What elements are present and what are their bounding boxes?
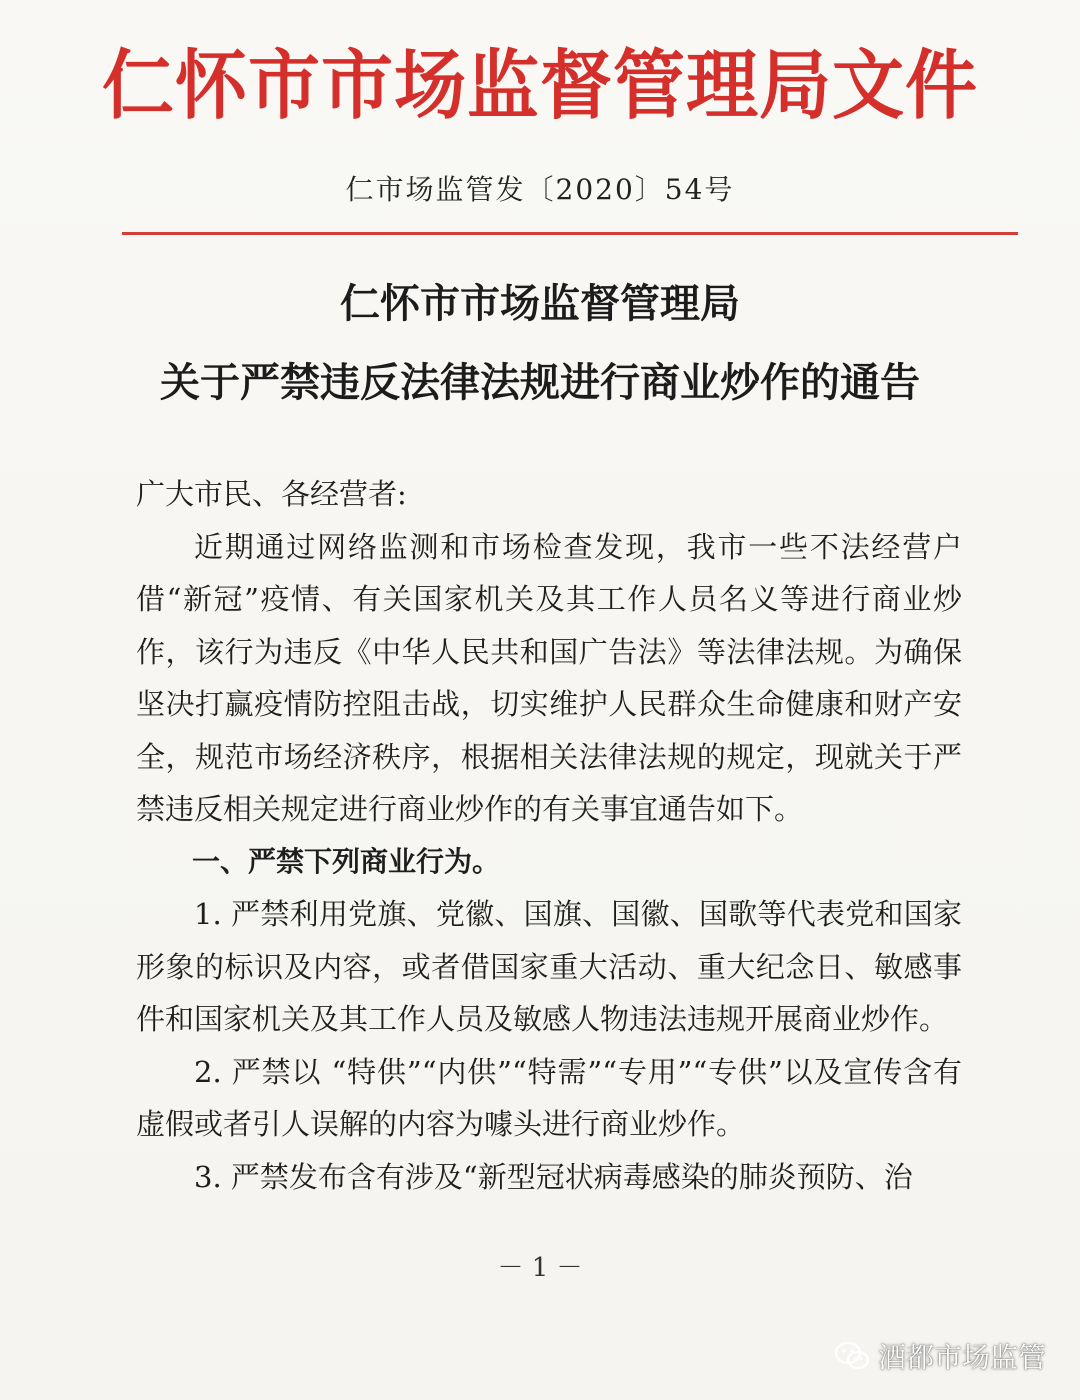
intro-paragraph: 近期通过网络监测和市场检查发现，我市一些不法经营户借“新冠”疫情、有关国家机关及其工作人员名义等进行商业炒作，该行为违反《中华人民共和国广告法》等法律法规。为确保坚决打赢疫情防控阻击战，切实维护人民群众生命健康和财产安全，规范市场经济秩序，根据相关法律法规的规定，现就关于严禁违反相关规定进行商业炒作的有关事宜通告如下。 (136, 529, 962, 826)
item-2: 2. 严禁以 “特供”“内供”“特需”“专用”“专供”以及宣传含有虚假或者引人误解的内容为噱头进行商业炒作。 (136, 1054, 962, 1141)
red-divider-line (122, 232, 1018, 235)
notice-title-line1: 仁怀市市场监督管理局 (340, 281, 740, 327)
wechat-icon (834, 1341, 870, 1371)
section1-heading: 一、严禁下列商业行为。 (192, 844, 501, 878)
page-number: － 1 － (497, 1253, 583, 1283)
notice-title-line2: 关于严禁违反法律法规进行商业炒作的通告 (160, 360, 920, 406)
item-1: 1. 严禁利用党旗、党徽、国旗、国徽、国歌等代表党和国家形象的标识及内容，或者借国家重大活动、重大纪念日、敏感事件和国家机关及其工作人员及敏感人物违法违规开展商业炒作。 (136, 897, 962, 1036)
item-3: 3. 严禁发布含有涉及“新型冠状病毒感染的肺炎预防、治 (194, 1159, 913, 1194)
masthead-title: 仁怀市市场监督管理局文件 (101, 40, 978, 130)
notice-body (136, 468, 962, 1203)
salutation: 广大市民、各经营者: (136, 477, 407, 511)
wechat-watermark (834, 1336, 1046, 1376)
watermark-text: 酒都市场监管 (877, 1341, 1046, 1374)
document-number: 仁市场监管发〔2020〕54号 (345, 173, 735, 206)
